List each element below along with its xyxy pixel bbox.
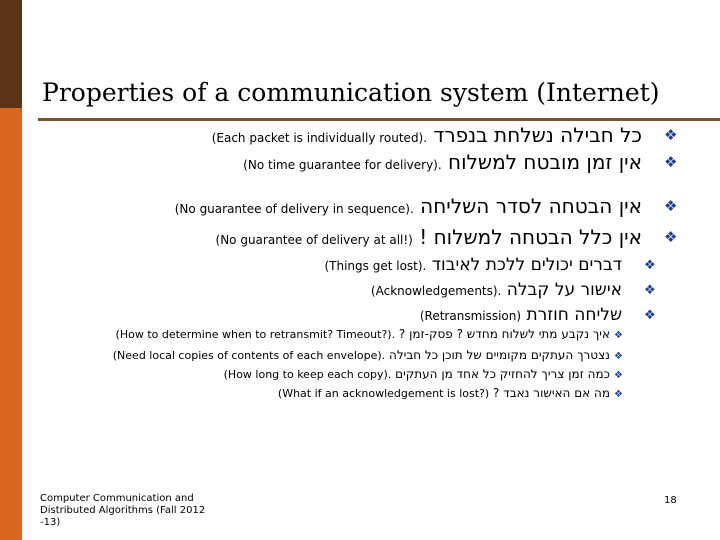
english-text: (Things get lost). xyxy=(324,259,427,273)
diamond-bullet-icon: ❖ xyxy=(614,370,623,381)
hebrew-text: כל חבילה נשלחת בנפרד xyxy=(433,123,642,147)
diamond-bullet-icon: ❖ xyxy=(664,228,678,246)
hebrew-text: דברים יכולים ללכת לאיבוד xyxy=(431,255,622,275)
level3-item xyxy=(113,348,610,362)
hebrew-text: אין כלל הבטחה למשלוח ! xyxy=(412,225,642,249)
diamond-bullet-icon: ❖ xyxy=(614,389,623,400)
course-footer: Computer Communication and Distributed Algorithms (Fall 2012 -13) xyxy=(40,493,206,528)
english-text: (Each packet is individually routed). xyxy=(211,131,428,145)
level1-item xyxy=(243,150,642,174)
hebrew-text: נצטרך העתקים מקומיים של תוכן כל חבילה xyxy=(388,348,610,362)
orange-sidebar-bar xyxy=(0,108,22,540)
english-text: (How long to keep each copy). xyxy=(223,368,392,381)
english-text: (No time guarantee for delivery). xyxy=(243,158,442,172)
english-text: (No guarantee of delivery at all!) xyxy=(215,233,413,247)
diamond-bullet-icon: ❖ xyxy=(614,351,623,362)
diamond-bullet-icon: ❖ xyxy=(664,126,678,144)
level3-item xyxy=(278,386,610,400)
level2-item xyxy=(420,305,622,325)
diamond-bullet-icon: ❖ xyxy=(664,153,678,171)
level1-item xyxy=(175,194,642,218)
page-number: 18 xyxy=(664,495,677,506)
english-text: (Need local copies of contents of each envelope). xyxy=(112,349,386,362)
hebrew-text: אין זמן מובטח למשלוח xyxy=(448,150,642,174)
level1-item xyxy=(212,123,642,147)
diamond-bullet-icon: ❖ xyxy=(664,197,678,215)
level2-item xyxy=(371,280,622,300)
english-text: (How to determine when to retransmit? Timeout?). xyxy=(115,328,396,341)
diamond-bullet-icon: ❖ xyxy=(644,308,656,323)
hebrew-text: מה אם האישור נאבד ? xyxy=(492,386,610,400)
level3-item xyxy=(224,367,610,381)
hebrew-text: כמה זמן צריך להחזיק כל אחד מן העתקים xyxy=(395,367,610,381)
hebrew-text: אישור על קבלה xyxy=(506,280,622,300)
hebrew-text: אין הבטחה לסדר השליחה xyxy=(420,194,642,218)
diamond-bullet-icon: ❖ xyxy=(644,258,656,273)
level1-item xyxy=(216,225,642,249)
diamond-bullet-icon: ❖ xyxy=(644,283,656,298)
english-text: (What if an acknowledgement is lost?) xyxy=(277,387,490,400)
hebrew-text: איך נקבע מתי לשלוח מחדש ? פסק-זמן ? xyxy=(398,327,610,341)
english-text: (No guarantee of delivery in sequence). xyxy=(174,202,414,216)
diamond-bullet-icon: ❖ xyxy=(614,330,623,341)
hebrew-text: שליחה חוזרת xyxy=(526,305,622,325)
english-text: (Acknowledgements). xyxy=(370,284,502,298)
level2-item xyxy=(324,255,622,275)
level3-item xyxy=(116,327,610,341)
slide-title: Properties of a communication system (Internet) xyxy=(42,78,660,107)
dark-sidebar-bar xyxy=(0,0,22,108)
title-divider xyxy=(38,118,720,121)
english-text: (Retransmission) xyxy=(419,309,522,323)
